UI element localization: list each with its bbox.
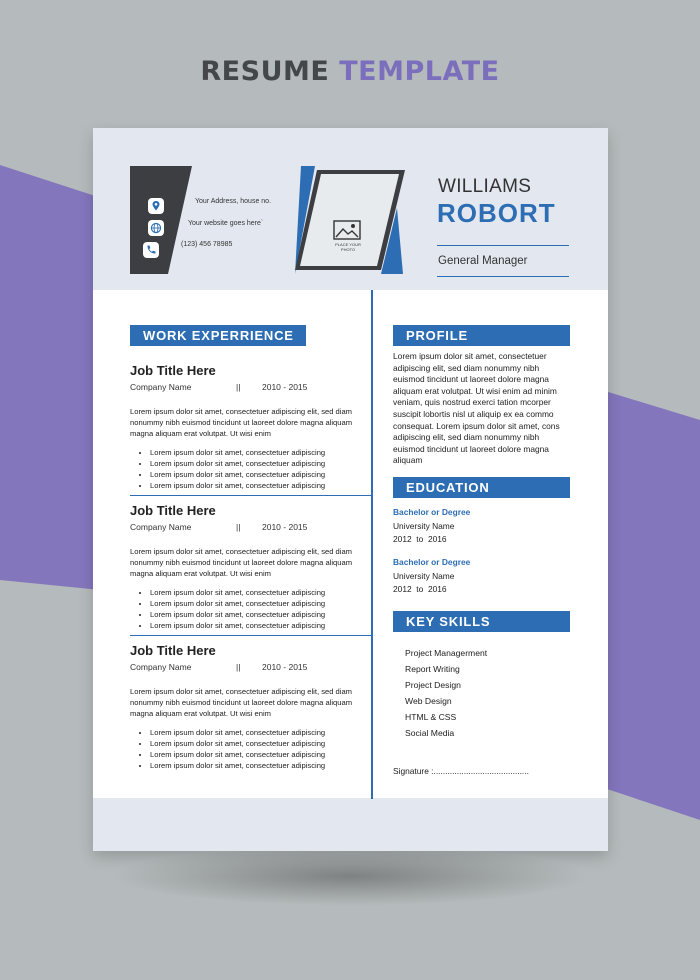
photo-placeholder-text: PLACE YOUR PHOTO [335,242,361,252]
job-description: Lorem ipsum dolor sit amet, consectetuer adipiscing elit, sed diam nonummy nibh euismod tincidunt ut laoreet dolore magna aliquam magna aliquam erat volutpat. Ut wisi enim [130,687,353,718]
contact-website: Your website goes here` [188,220,264,227]
contact-phone: (123) 456 78985 [181,241,233,248]
year-from: 2012 [393,584,412,594]
job-entry-3 [130,643,358,771]
year-to-word: to [416,584,424,594]
bullet-item: • Lorem ipsum dolor sit amet, consectetuer adipiscing [150,458,358,469]
skill-item: Report Writing [405,664,460,674]
bullet-item: • Lorem ipsum dolor sit amet, consectetuer adipiscing [150,760,358,771]
page-heading [0,56,700,87]
resume-footer-band [93,798,608,851]
location-icon [148,198,164,214]
bullet-item: • Lorem ipsum dolor sit amet, consectetuer adipiscing [150,587,358,598]
profile-heading: PROFILE [393,325,570,346]
job-description: Lorem ipsum dolor sit amet, consectetuer adipiscing elit, sed diam nonummy nibh euismod tincidunt ut laoreet dolore magna aliquam magna aliquam erat volutpat. Ut wisi enim [130,407,353,438]
bullet-item: • Lorem ipsum dolor sit amet, consectetuer adipiscing [150,620,358,631]
education-years [393,583,573,597]
job-description: Lorem ipsum dolor sit amet, consectetuer adipiscing elit, sed diam nonummy nibh euismod tincidunt ut laoreet dolore magna aliquam magna aliquam erat volutpat. Ut wisi enim [130,547,353,578]
job-bullets [130,447,358,491]
job-dates: 2010 - 2015 [262,382,308,392]
signature-line: Signature :......................................... [393,766,529,776]
job-dates: 2010 - 2015 [262,522,308,532]
job-title: Job Title Here [130,503,216,518]
globe-icon [148,220,164,236]
job-title: Job Title Here [130,643,216,658]
image-icon [333,220,361,240]
bullet-item: • Lorem ipsum dolor sit amet, consectetuer adipiscing [150,738,358,749]
meta-separator: || [236,522,241,532]
meta-separator: || [236,662,241,672]
column-divider [371,290,373,799]
education-entry-2 [393,556,573,597]
degree-name: Bachelor or Degree [393,557,471,567]
bullet-item: • Lorem ipsum dolor sit amet, consectetuer adipiscing [150,609,358,620]
job-dates: 2010 - 2015 [262,662,308,672]
education-years [393,533,573,547]
year-to: 2016 [427,584,447,594]
phone-icon [143,242,159,258]
resume-page [93,128,608,851]
job-title: Job Title Here [130,363,216,378]
company-name: Company Name [130,382,192,392]
year-from: 2012 [393,534,412,544]
year-to: 2016 [427,534,447,544]
education-heading: EDUCATION [393,477,570,498]
profile-text: Lorem ipsum dolor sit amet, consectetuer adipiscing elit, sed diam nonummy nibh euismod tincidunt ut laoreet dolore magna aliquam erat volutpat. Ut wisi enim ad minim veniam, quis nostrud exerci tation mcorper suscipit lobortis nisl ut aliquip ex ea commo consequat. Lorem ipsum dolor sit amet, cons adipiscing elit, sed diam nonummy nibh euismod tincidunt ut laoreet dolore magna aliquam [393,351,560,466]
page-heading-template: TEMPLATE [339,56,500,87]
skill-item: Social Media [405,728,455,738]
skill-item: Project Managerment [405,648,488,658]
last-name: ROBORT [437,198,556,228]
bullet-item: • Lorem ipsum dolor sit amet, consectetuer adipiscing [150,480,358,491]
skill-item: Project Design [405,680,461,690]
skill-item: HTML & CSS [405,712,457,722]
university-name: University Name [393,520,455,531]
job-divider [130,495,371,496]
contact-address: Your Address, house no. [195,198,272,205]
education-entry-1 [393,506,573,547]
page-heading-resume: RESUME [200,56,330,87]
company-name: Company Name [130,522,192,532]
work-experience-heading: WORK EXPERRIENCE [130,325,306,346]
university-name: University Name [393,570,455,581]
job-divider [130,635,371,636]
bullet-item: • Lorem ipsum dolor sit amet, consectetuer adipiscing [150,727,358,738]
bullet-item: • Lorem ipsum dolor sit amet, consectetuer adipiscing [150,598,358,609]
name-rule-top [437,245,569,246]
job-bullets [130,727,358,771]
bullet-item: • Lorem ipsum dolor sit amet, consectetuer adipiscing [150,447,358,458]
paper-shadow [110,846,590,906]
bullet-item: • Lorem ipsum dolor sit amet, consectetuer adipiscing [150,749,358,760]
first-name: WILLIAMS [438,176,532,197]
key-skills-heading: KEY SKILLS [393,611,570,632]
degree-name: Bachelor or Degree [393,507,471,517]
job-bullets [130,587,358,631]
bullet-item: • Lorem ipsum dolor sit amet, consectetuer adipiscing [150,469,358,480]
meta-separator: || [236,382,241,392]
job-entry-2 [130,503,358,631]
name-rule-bottom [437,276,569,277]
company-name: Company Name [130,662,192,672]
year-to-word: to [416,534,424,544]
skill-item: Web Design [405,696,452,706]
skills-list [405,645,487,741]
job-role: General Manager [438,255,528,267]
job-entry-1 [130,363,358,491]
